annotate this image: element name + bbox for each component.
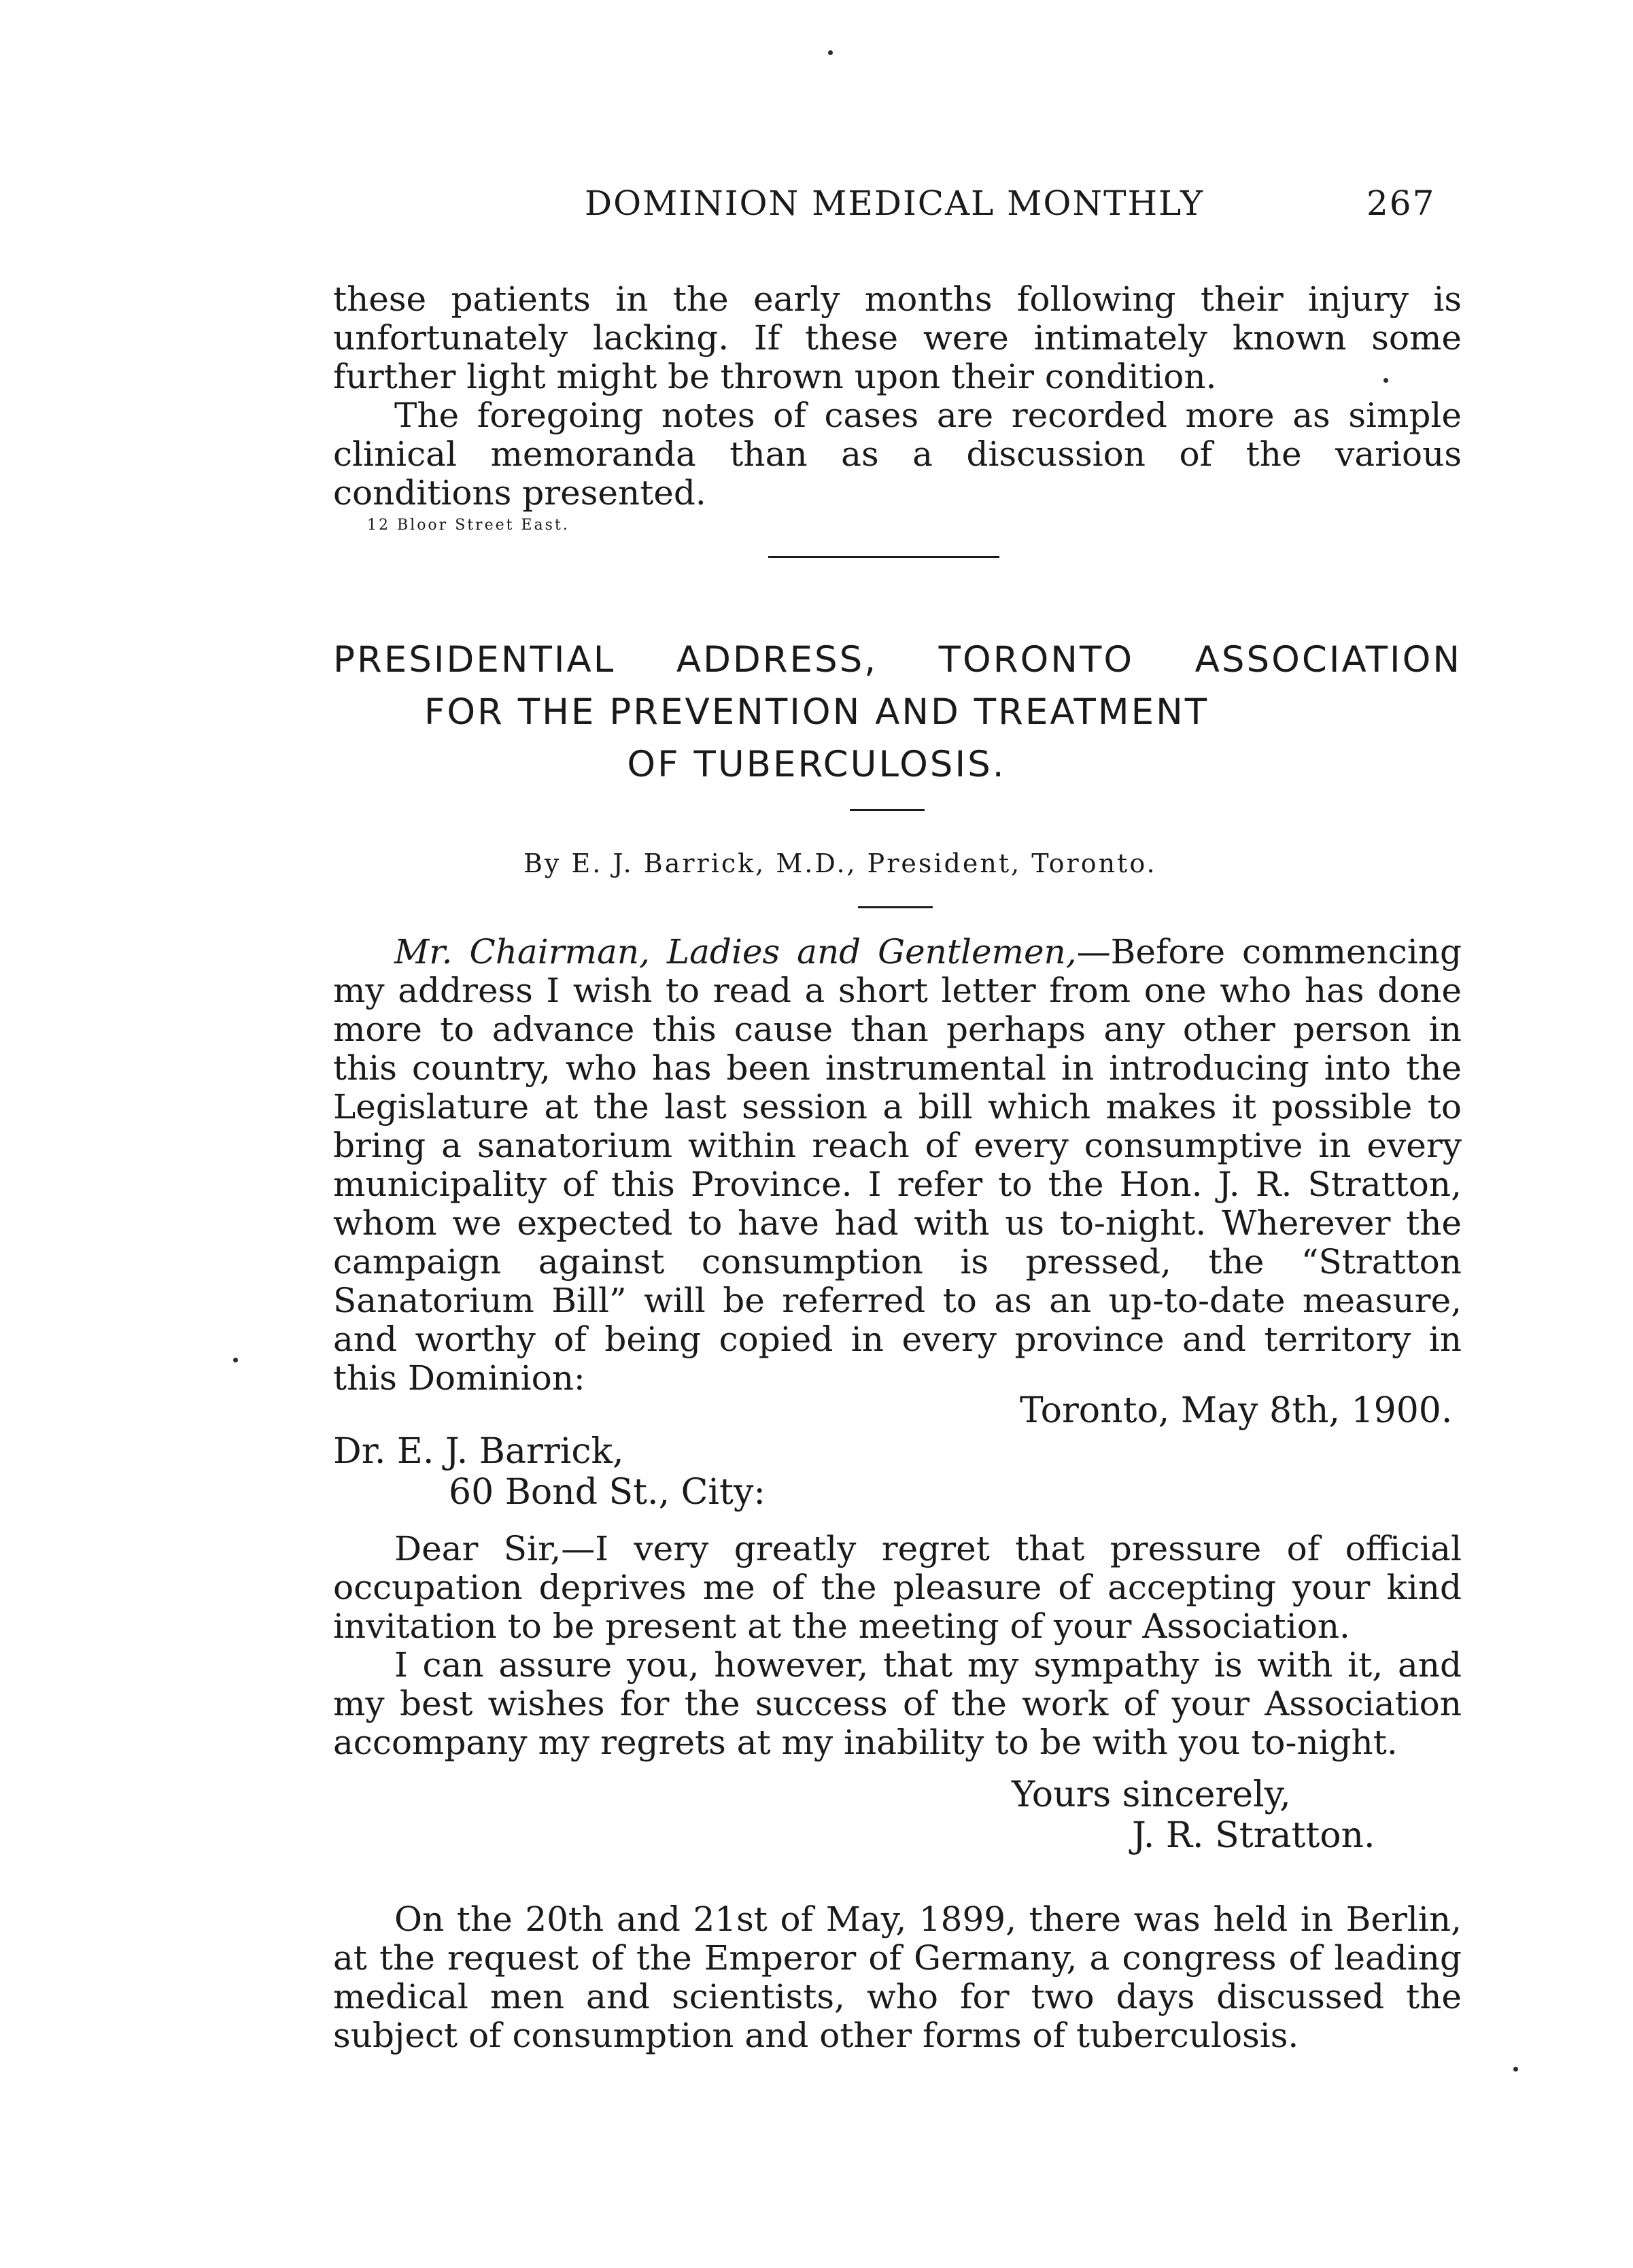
letter-paragraph-2: I can assure you, however, that my sympathy is with it, and my best wishes for the success of the work of your Association accompany my regrets at my inability to be with you to-night. [333, 1645, 1462, 1762]
article-title-line-1: PRESIDENTIAL ADDRESS, TORONTO ASSOCIATION [333, 639, 1462, 681]
scan-speck [828, 50, 833, 55]
opening-text: —Before commencing my address I wish to read a short letter from one who has done more to advance this cause than perhaps any other person in this country, who has been instrumental in introducing into the Legislature at the last session a bill which makes it possible to bring a sanatorium within reach of every consumptive in every municipality of this Province. I refer to the Hon. J. R. Stratton, whom we expected to have had with us to-night. Wherever the campaign against consumption is pressed, the “Stratton Sanatorium Bill” will be referred to as an up-to-date measure, and worthy of being copied in every province and territory in this Dominion: [333, 932, 1462, 1398]
letter-paragraph-1: Dear Sir,—I very greatly regret that pressure of official occupation deprives me of the pleasure of accepting your kind invitation to be present at the meeting of your Association. [333, 1529, 1462, 1646]
running-header-title: DOMINION MEDICAL MONTHLY [585, 184, 1205, 223]
letter-place-date: Toronto, May 8th, 1900. [1020, 1390, 1453, 1431]
section-divider [768, 556, 999, 558]
scan-speck [1513, 2067, 1518, 2072]
previous-article-address: 12 Bloor Street East. [367, 517, 570, 534]
letter-signature: J. R. Stratton. [1132, 1815, 1375, 1856]
opening-paragraph [333, 933, 1462, 1398]
previous-article-paragraph-2: The foregoing notes of cases are recorded more as simple clinical memoranda than as a discussion of the various conditions presented. [333, 396, 1462, 513]
letter-recipient-address: 60 Bond St., City: [449, 1472, 766, 1513]
article-title-line-3: OF TUBERCULOSIS. [627, 744, 1006, 785]
previous-article-paragraph-1: these patients in the early months following their injury is unfortunately lacking. If these were intimately known some further light might be thrown upon their condition. [333, 279, 1462, 396]
letter-recipient: Dr. E. J. Barrick, [333, 1431, 624, 1472]
salutation: Mr. Chairman, Ladies and Gentlemen, [394, 932, 1077, 972]
article-title-line-2: FOR THE PREVENTION AND TREATMENT [424, 691, 1209, 733]
scan-speck [233, 1358, 238, 1362]
title-divider [850, 809, 925, 811]
letter-closing: Yours sincerely, [1012, 1774, 1291, 1815]
scan-speck [1383, 378, 1388, 383]
closing-paragraph: On the 20th and 21st of May, 1899, there was held in Berlin, at the request of the Emperor of Germany, a congress of leading medical men and scientists, who for two days discussed the subject of consumption and other forms of tuberculosis. [333, 1900, 1462, 2055]
byline-divider [858, 906, 933, 908]
page-number: 267 [1366, 184, 1436, 223]
byline: By E. J. Barrick, M.D., President, Toronto. [523, 848, 1157, 878]
